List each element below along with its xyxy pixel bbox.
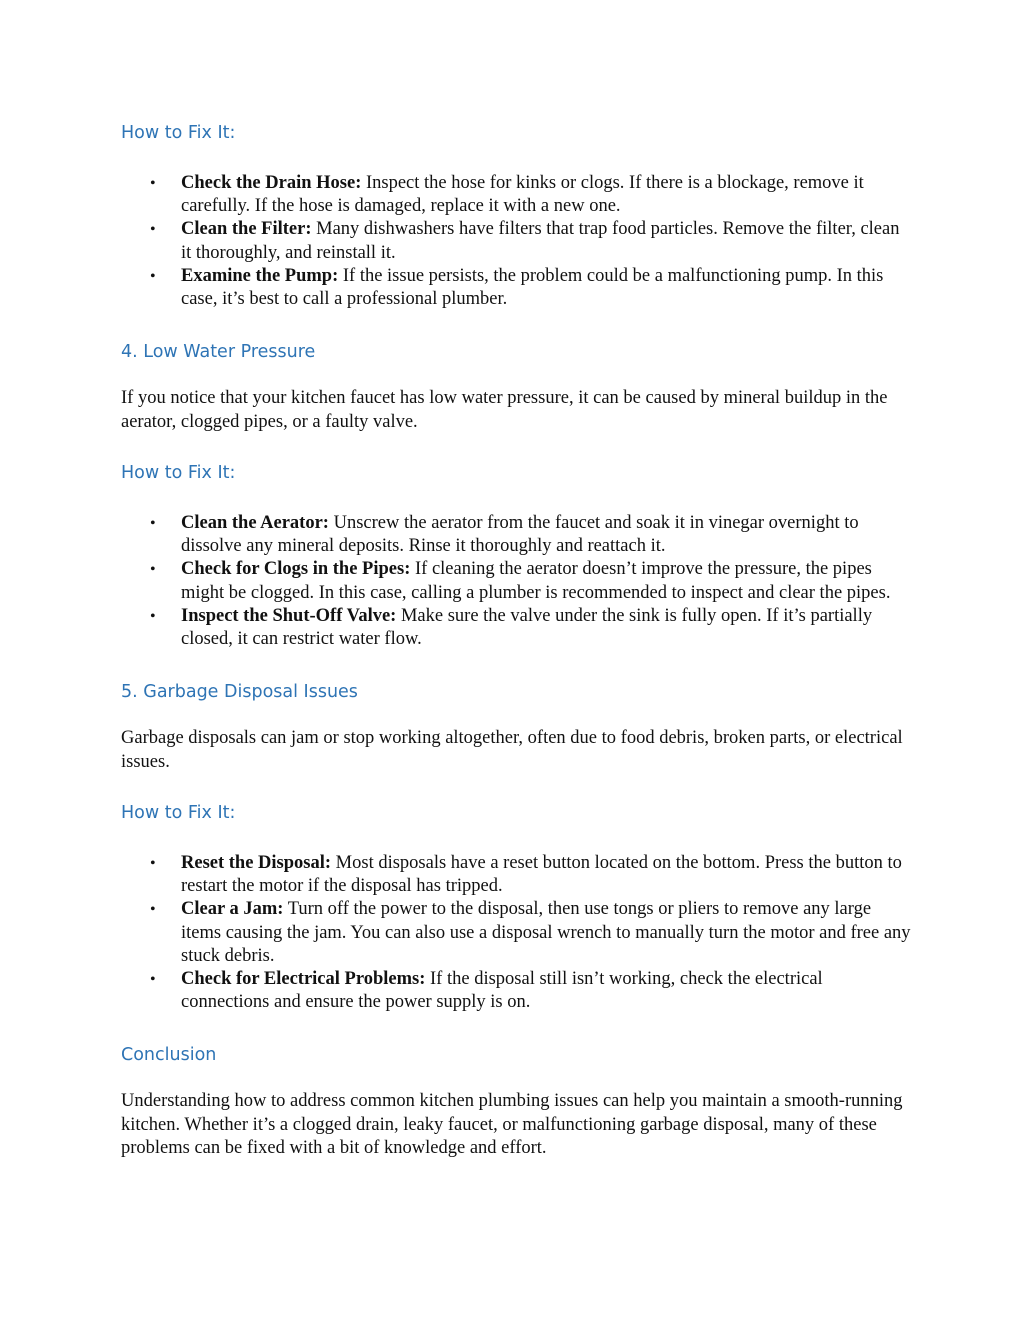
list-item-title: Examine the Pump: <box>181 265 339 286</box>
list-item-text: If the issue persists, the problem could be a malfunctioning pump. In this case, it’s best to call a professional plumber. <box>181 265 884 310</box>
list-item-text: Many dishwashers have filters that trap food particles. Remove the filter, clean it thoroughly, and reinstall it. <box>181 219 900 263</box>
section-heading: 4. Low Water Pressure <box>121 342 316 363</box>
list-item <box>121 512 911 558</box>
list-item-text: Make sure the valve under the sink is fully open. If it’s partially closed, it can restrict water flow. <box>181 605 873 650</box>
section-heading: How to Fix It: <box>121 463 236 484</box>
list-item <box>121 558 911 604</box>
list-item-title: Inspect the Shut-Off Valve: <box>181 605 397 626</box>
section-heading: 5. Garbage Disposal Issues <box>121 682 358 703</box>
list-item-title: Reset the Disposal: <box>181 853 332 874</box>
bullet-icon: • <box>150 607 156 625</box>
list-item-title: Check for Electrical Problems: <box>181 969 426 990</box>
list-item <box>121 265 911 311</box>
section-paragraph: If you notice that your kitchen faucet has low water pressure, it can be caused by mineral buildup in the aerator, clogged pipes, or a faulty valve. <box>121 388 888 432</box>
list-item-title: Check the Drain Hose: <box>181 173 362 193</box>
list-item-title: Clean the Filter: <box>181 219 312 240</box>
list-item <box>121 218 911 264</box>
list-item <box>121 968 911 1014</box>
bullet-icon: • <box>150 175 156 192</box>
section-heading: How to Fix It: <box>121 123 236 143</box>
list-item-text: Most disposals have a reset button located on the bottom. Press the button to restart the motor if the disposal has tripped. <box>181 853 902 897</box>
bullet-icon: • <box>150 855 156 873</box>
bullet-icon: • <box>150 971 156 989</box>
list-item-text: Inspect the hose for kinks or clogs. If there is a blockage, remove it carefully. If the hose is damaged, replace it with a new one. <box>181 173 864 217</box>
section-paragraph: Understanding how to address common kitchen plumbing issues can help you maintain a smooth-running kitchen. Whether it’s a clogged drain, leaky faucet, or malfunctioning garbage disposal, many of these problems can be fixed with a bit of knowledge and effort. <box>121 1091 903 1159</box>
section-heading: How to Fix It: <box>121 803 236 824</box>
bullet-icon: • <box>150 901 156 919</box>
list-item-title: Clean the Aerator: <box>181 513 329 534</box>
list-item <box>121 898 911 968</box>
bullet-icon: • <box>150 221 156 239</box>
bullet-icon: • <box>150 561 156 579</box>
list-item-title: Clear a Jam: <box>181 899 284 920</box>
list-item <box>121 605 911 651</box>
bullet-list <box>121 852 911 1014</box>
list-item-text: If the disposal still isn’t working, check the electrical connections and ensure the power supply is on. <box>181 969 823 1013</box>
section-heading: Conclusion <box>121 1045 217 1066</box>
bullet-icon: • <box>150 267 156 285</box>
list-item-text: Turn off the power to the disposal, then use tongs or pliers to remove any large items causing the jam. You can also use a disposal wrench to manually turn the motor and free any stuck debris. <box>181 899 911 966</box>
bullet-list <box>121 512 911 651</box>
section-paragraph: Garbage disposals can jam or stop working altogether, often due to food debris, broken parts, or electrical issues. <box>121 728 903 772</box>
list-item <box>121 852 911 898</box>
document-body <box>121 118 911 1161</box>
bullet-icon: • <box>150 515 156 533</box>
list-item-text: If cleaning the aerator doesn’t improve the pressure, the pipes might be clogged. In this case, calling a plumber is recommended to inspect and clear the pipes. <box>181 559 891 603</box>
list-item-title: Check for Clogs in the Pipes: <box>181 559 411 580</box>
list-item <box>121 172 911 218</box>
list-item-text: Unscrew the aerator from the faucet and soak it in vinegar overnight to dissolve any mineral deposits. Rinse it thoroughly and reattach it. <box>181 513 859 557</box>
bullet-list <box>121 172 911 311</box>
